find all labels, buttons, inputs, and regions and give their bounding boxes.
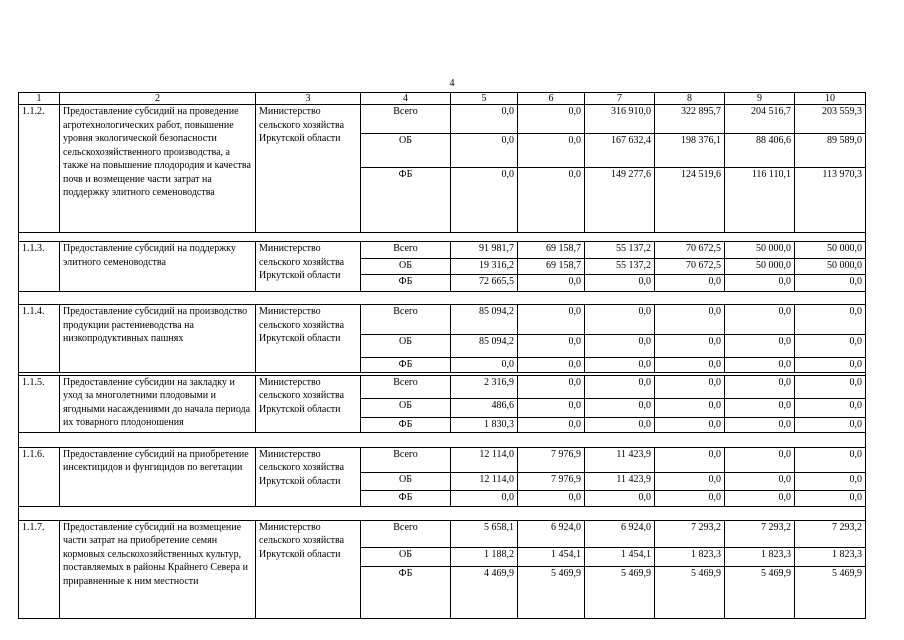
item-code: 1.1.7.	[19, 520, 60, 618]
value-cell: 0,0	[451, 168, 518, 233]
value-cell: 70 672,5	[655, 242, 725, 259]
value-cell: 0,0	[518, 417, 585, 432]
value-cell: 1 823,3	[795, 547, 866, 566]
header-cell: 3	[256, 93, 361, 105]
value-cell: 0,0	[585, 358, 655, 373]
spacer-cell	[19, 432, 866, 447]
value-cell: 0,0	[585, 275, 655, 292]
value-cell: 85 094,2	[451, 305, 518, 335]
value-cell: 2 316,9	[451, 375, 518, 398]
funding-source: ОБ	[361, 547, 451, 566]
spacer-row	[19, 233, 866, 242]
table-row	[19, 105, 866, 134]
value-cell: 11 423,9	[585, 447, 655, 472]
ministry-name: Министерство сельского хозяйства Иркутской области	[256, 305, 361, 373]
table-row	[19, 305, 866, 335]
value-cell: 5 469,9	[725, 566, 795, 618]
value-cell: 0,0	[725, 335, 795, 358]
value-cell: 50 000,0	[725, 259, 795, 275]
spacer-cell	[19, 506, 866, 520]
table-row	[19, 375, 866, 398]
value-cell: 0,0	[585, 335, 655, 358]
value-cell: 0,0	[655, 398, 725, 417]
value-cell: 0,0	[655, 358, 725, 373]
header-cell: 2	[60, 93, 256, 105]
value-cell: 5 469,9	[585, 566, 655, 618]
header-cell: 1	[19, 93, 60, 105]
value-cell: 167 632,4	[585, 134, 655, 168]
value-cell: 0,0	[518, 335, 585, 358]
value-cell: 69 158,7	[518, 259, 585, 275]
ministry-name: Министерство сельского хозяйства Иркутской области	[256, 375, 361, 432]
item-name: Предоставление субсидий на приобретение инсектицидов и фунгицидов по вегетации	[60, 447, 256, 506]
spacer-row	[19, 432, 866, 447]
header-cell: 8	[655, 93, 725, 105]
value-cell: 316 910,0	[585, 105, 655, 134]
item-code: 1.1.6.	[19, 447, 60, 506]
funding-source: ОБ	[361, 398, 451, 417]
value-cell: 0,0	[795, 275, 866, 292]
value-cell: 0,0	[725, 447, 795, 472]
value-cell: 5 469,9	[795, 566, 866, 618]
value-cell: 0,0	[585, 305, 655, 335]
value-cell: 7 293,2	[725, 520, 795, 547]
value-cell: 5 469,9	[655, 566, 725, 618]
value-cell: 5 658,1	[451, 520, 518, 547]
value-cell: 91 981,7	[451, 242, 518, 259]
value-cell: 7 976,9	[518, 472, 585, 490]
value-cell: 0,0	[655, 305, 725, 335]
table-row	[19, 520, 866, 547]
header-cell: 5	[451, 93, 518, 105]
value-cell: 6 924,0	[585, 520, 655, 547]
value-cell: 72 665,5	[451, 275, 518, 292]
value-cell: 0,0	[518, 305, 585, 335]
header-cell: 4	[361, 93, 451, 105]
value-cell: 0,0	[655, 335, 725, 358]
header-cell: 9	[725, 93, 795, 105]
table-row	[19, 447, 866, 472]
value-cell: 0,0	[585, 375, 655, 398]
value-cell: 6 924,0	[518, 520, 585, 547]
funding-source: Всего	[361, 447, 451, 472]
value-cell: 0,0	[451, 105, 518, 134]
funding-source: ФБ	[361, 275, 451, 292]
item-name: Предоставление субсидий на возмещение части затрат на приобретение семян кормовых сельскохозяйственных культур, поставляемых в районы Крайнего Севера и приравненные к ним местности	[60, 520, 256, 618]
value-cell: 1 454,1	[518, 547, 585, 566]
value-cell: 55 137,2	[585, 242, 655, 259]
value-cell: 85 094,2	[451, 335, 518, 358]
value-cell: 1 188,2	[451, 547, 518, 566]
value-cell: 0,0	[451, 134, 518, 168]
value-cell: 12 114,0	[451, 472, 518, 490]
value-cell: 0,0	[585, 490, 655, 506]
header-cell: 7	[585, 93, 655, 105]
page-number: 4	[449, 78, 455, 89]
funding-source: ФБ	[361, 417, 451, 432]
value-cell: 0,0	[518, 375, 585, 398]
spacer-row	[19, 506, 866, 520]
funding-source: ФБ	[361, 168, 451, 233]
item-code: 1.1.3.	[19, 242, 60, 292]
funding-source: Всего	[361, 520, 451, 547]
item-name: Предоставление субсидий на поддержку элитного семеноводства	[60, 242, 256, 292]
value-cell: 0,0	[655, 375, 725, 398]
value-cell: 50 000,0	[795, 259, 866, 275]
value-cell: 124 519,6	[655, 168, 725, 233]
value-cell: 1 823,3	[655, 547, 725, 566]
value-cell: 0,0	[451, 490, 518, 506]
value-cell: 149 277,6	[585, 168, 655, 233]
item-name: Предоставление субсидий на проведение агротехнологических работ, повышение уровня экологической безопасности сельскохозяйственного производства, а также на повышение плодородия и качества почв и возмещение части затрат на поддержку элитного семеноводства	[60, 105, 256, 233]
table-body	[19, 93, 866, 619]
item-name: Предоставление субсидий на производство продукции растениеводства на низкопродуктивных пашнях	[60, 305, 256, 373]
value-cell: 0,0	[725, 472, 795, 490]
value-cell: 113 970,3	[795, 168, 866, 233]
value-cell: 12 114,0	[451, 447, 518, 472]
value-cell: 0,0	[655, 447, 725, 472]
funding-source: Всего	[361, 375, 451, 398]
value-cell: 1 454,1	[585, 547, 655, 566]
value-cell: 486,6	[451, 398, 518, 417]
value-cell: 204 516,7	[725, 105, 795, 134]
value-cell: 7 976,9	[518, 447, 585, 472]
value-cell: 0,0	[655, 472, 725, 490]
value-cell: 116 110,1	[725, 168, 795, 233]
value-cell: 0,0	[795, 335, 866, 358]
value-cell: 0,0	[725, 490, 795, 506]
item-code: 1.1.2.	[19, 105, 60, 233]
value-cell: 0,0	[518, 168, 585, 233]
value-cell: 0,0	[795, 472, 866, 490]
header-row	[19, 93, 866, 105]
item-name: Предоставление субсидии на закладку и уход за многолетними плодовыми и ягодными насаждениями до начала периода их товарного плодоношения	[60, 375, 256, 432]
funding-source: ОБ	[361, 134, 451, 168]
value-cell: 0,0	[518, 490, 585, 506]
value-cell: 322 895,7	[655, 105, 725, 134]
spacer-row	[19, 292, 866, 305]
funding-source: Всего	[361, 305, 451, 335]
value-cell: 0,0	[518, 398, 585, 417]
value-cell: 89 589,0	[795, 134, 866, 168]
value-cell: 69 158,7	[518, 242, 585, 259]
value-cell: 7 293,2	[795, 520, 866, 547]
value-cell: 0,0	[518, 358, 585, 373]
funding-source: ОБ	[361, 259, 451, 275]
value-cell: 5 469,9	[518, 566, 585, 618]
funding-source: ФБ	[361, 358, 451, 373]
value-cell: 0,0	[725, 375, 795, 398]
value-cell: 0,0	[585, 417, 655, 432]
value-cell: 0,0	[795, 375, 866, 398]
value-cell: 0,0	[518, 105, 585, 134]
funding-source: Всего	[361, 242, 451, 259]
ministry-name: Министерство сельского хозяйства Иркутской области	[256, 520, 361, 618]
budget-table	[18, 92, 866, 619]
funding-source: ОБ	[361, 472, 451, 490]
value-cell: 0,0	[795, 358, 866, 373]
header-cell: 6	[518, 93, 585, 105]
value-cell: 11 423,9	[585, 472, 655, 490]
value-cell: 0,0	[795, 447, 866, 472]
value-cell: 0,0	[655, 275, 725, 292]
funding-source: ФБ	[361, 566, 451, 618]
item-code: 1.1.4.	[19, 305, 60, 373]
value-cell: 198 376,1	[655, 134, 725, 168]
value-cell: 203 559,3	[795, 105, 866, 134]
value-cell: 0,0	[585, 398, 655, 417]
funding-source: ФБ	[361, 490, 451, 506]
value-cell: 0,0	[518, 134, 585, 168]
value-cell: 7 293,2	[655, 520, 725, 547]
value-cell: 19 316,2	[451, 259, 518, 275]
value-cell: 0,0	[795, 305, 866, 335]
value-cell: 0,0	[795, 490, 866, 506]
header-cell: 10	[795, 93, 866, 105]
value-cell: 0,0	[451, 358, 518, 373]
value-cell: 0,0	[795, 417, 866, 432]
funding-source: ОБ	[361, 335, 451, 358]
value-cell: 55 137,2	[585, 259, 655, 275]
ministry-name: Министерство сельского хозяйства Иркутской области	[256, 105, 361, 233]
item-code: 1.1.5.	[19, 375, 60, 432]
value-cell: 0,0	[725, 275, 795, 292]
value-cell: 50 000,0	[795, 242, 866, 259]
spacer-cell	[19, 233, 866, 242]
value-cell: 50 000,0	[725, 242, 795, 259]
value-cell: 1 830,3	[451, 417, 518, 432]
spacer-cell	[19, 292, 866, 305]
funding-source: Всего	[361, 105, 451, 134]
value-cell: 0,0	[795, 398, 866, 417]
value-cell: 0,0	[655, 490, 725, 506]
value-cell: 70 672,5	[655, 259, 725, 275]
value-cell: 0,0	[725, 398, 795, 417]
table-row	[19, 242, 866, 259]
value-cell: 4 469,9	[451, 566, 518, 618]
value-cell: 1 823,3	[725, 547, 795, 566]
value-cell: 0,0	[518, 275, 585, 292]
value-cell: 0,0	[655, 417, 725, 432]
value-cell: 0,0	[725, 417, 795, 432]
value-cell: 88 406,6	[725, 134, 795, 168]
ministry-name: Министерство сельского хозяйства Иркутской области	[256, 447, 361, 506]
ministry-name: Министерство сельского хозяйства Иркутской области	[256, 242, 361, 292]
value-cell: 0,0	[725, 305, 795, 335]
value-cell: 0,0	[725, 358, 795, 373]
